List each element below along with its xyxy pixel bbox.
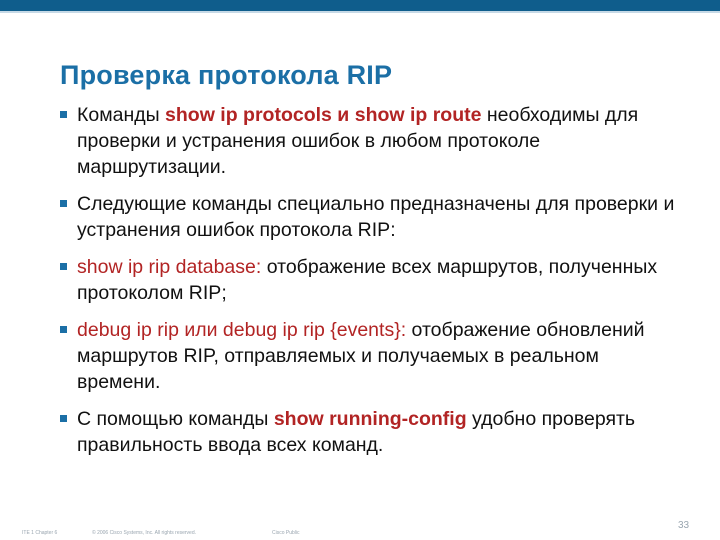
slide-footer	[0, 530, 720, 540]
bullet-text: Следующие команды специально предназначены для проверки и устранения ошибок протокола RIP:	[77, 193, 675, 241]
bullet-item-running-config	[60, 406, 680, 458]
square-bullet-icon	[60, 326, 67, 333]
square-bullet-icon	[60, 111, 67, 118]
bullet-text: Команды	[77, 104, 166, 126]
footer-classification: Cisco Public	[272, 530, 300, 536]
bullet-item-debug-ip-rip	[60, 317, 680, 395]
command-show-ip-rip-database: show ip rip database:	[77, 256, 262, 278]
bullet-item-commands	[60, 102, 680, 180]
bullet-text: удобно проверять правильность ввода всех команд.	[77, 408, 636, 456]
bullet-text: С помощью команды	[77, 408, 274, 430]
conjunction-text: и	[331, 104, 355, 126]
top-header-band	[0, 0, 720, 11]
command-show-ip-protocols: show ip protocols	[165, 104, 332, 126]
bullet-text: отображение обновлений маршрутов RIP, отправляемых и получаемых в реальном времени.	[77, 319, 645, 393]
command-debug-ip-rip: debug ip rip или debug ip rip {events}:	[77, 319, 407, 341]
slide-title: Проверка протокола RIP	[60, 60, 393, 90]
command-show-running-config: show running-config	[273, 408, 467, 430]
square-bullet-icon	[60, 263, 67, 270]
square-bullet-icon	[60, 415, 67, 422]
bullet-list	[60, 102, 680, 469]
bullet-item-rip-database	[60, 254, 680, 306]
header-divider-line	[0, 11, 720, 13]
footer-copyright: © 2006 Cisco Systems, Inc. All rights reserved.	[92, 530, 197, 536]
bullet-text: отображение всех маршрутов, полученных протоколом RIP;	[77, 256, 658, 304]
bullet-text: необходимы для проверки и устранения ошибок в любом протоколе маршрутизации.	[77, 104, 639, 178]
footer-course: ITE 1 Chapter 6	[22, 530, 58, 536]
command-show-ip-route: show ip route	[354, 104, 482, 126]
square-bullet-icon	[60, 200, 67, 207]
page-number: 33	[678, 520, 690, 531]
bullet-item-special-commands	[60, 191, 680, 243]
